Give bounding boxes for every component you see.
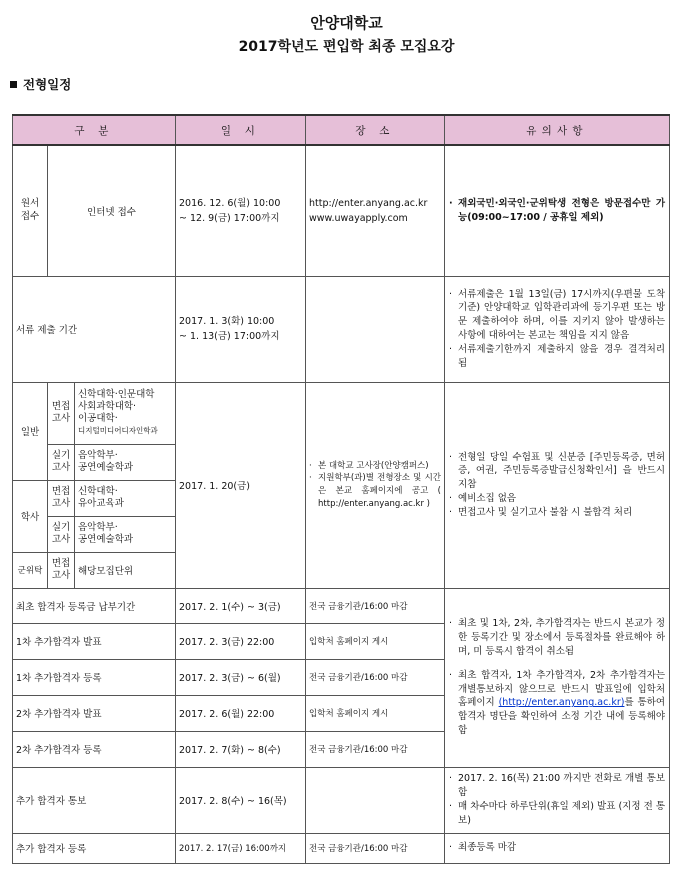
doc-title: 안양대학교 bbox=[310, 14, 383, 32]
exam-general-practical-units: 음악학부· 공연예술학과 bbox=[75, 444, 176, 480]
exam-interview-label: 면접 고사 bbox=[48, 552, 75, 588]
exam-general-label: 일반 bbox=[13, 382, 48, 480]
doc-subtitle: 2017학년도 편입학 최종 모집요강 bbox=[238, 39, 455, 55]
schedule-label: 1차 추가합격자 발표 bbox=[13, 623, 176, 659]
schedule-date: 2017. 2. 3(금) 22:00 bbox=[176, 623, 306, 659]
table-row bbox=[13, 382, 670, 444]
application-date: 2016. 12. 6(월) 10:00 ~ 12. 9(금) 17:00까지 bbox=[176, 145, 306, 276]
exam-date: 2017. 1. 20(금) bbox=[176, 382, 306, 588]
exam-location: · 본 대학교 고사장(안양캠퍼스) · 지원학부(과)별 전형장소 및 시간은 본교 홈페이지에 공고 ( http://enter.anyang.ac.kr ) bbox=[306, 382, 445, 588]
documents-label: 서류 제출 기간 bbox=[13, 276, 176, 382]
schedule-label: 2차 추가합격자 발표 bbox=[13, 695, 176, 731]
exam-transfer-practical-units: 음악학부· 공연예술학과 bbox=[75, 516, 176, 552]
exam-military-units: 해당모집단위 bbox=[75, 552, 176, 588]
table-header-row bbox=[13, 115, 670, 145]
exam-notes: · 전형일 당일 수험표 및 신분증 [주민등록증, 면허증, 여권, 주민등록증발급신청확인서] 을 반드시 지참 · 예비소집 없음 · 면접고사 및 실기고사 불참 시 불합격 처리 bbox=[445, 382, 670, 588]
notify-label: 추가 합격자 통보 bbox=[13, 767, 176, 833]
table-row bbox=[13, 276, 670, 382]
documents-location bbox=[306, 276, 445, 382]
final-notes: · 최종등록 마감 bbox=[445, 833, 670, 863]
exam-transfer-label: 학사 bbox=[13, 480, 48, 552]
schedule-label: 1차 추가합격자 등록 bbox=[13, 659, 176, 695]
notify-location bbox=[306, 767, 445, 833]
exam-practical-label: 실기 고사 bbox=[48, 444, 75, 480]
exam-interview-label: 면접 고사 bbox=[48, 382, 75, 444]
schedule-location: 전국 금융기관/16:00 마감 bbox=[306, 659, 445, 695]
table-row bbox=[13, 588, 670, 623]
documents-notes: · 서류제출은 1월 13일(금) 17시까지(우편물 도착기준) 안양대학교 입학관리과에 등기우편 또는 방문 제출하여야 하며, 이를 지키지 않아 발생하는 사항에 대하여는 본교는 책임을 지지 않음 · 서류제출기한까지 제출하지 않을 경우 결격처리 됨 bbox=[445, 276, 670, 382]
schedule-label: 2차 추가합격자 등록 bbox=[13, 731, 176, 767]
table-row bbox=[13, 145, 670, 276]
schedule-label: 최초 합격자 등록금 납부기간 bbox=[13, 588, 176, 623]
application-notes: · 재외국민·외국인·군위탁생 전형은 방문접수만 가능(09:00~17:00 / 공휴일 제외) bbox=[445, 145, 670, 276]
col-header-category: 구 분 bbox=[13, 115, 176, 145]
notify-date: 2017. 2. 8(수) ~ 16(목) bbox=[176, 767, 306, 833]
schedule-date: 2017. 2. 1(수) ~ 3(금) bbox=[176, 588, 306, 623]
exam-general-interview-units: 신학대학·인문대학 사회과학대학· 이공대학· 디지털미디어디자인학과 bbox=[75, 382, 176, 444]
table-row bbox=[13, 833, 670, 863]
schedule-date: 2017. 2. 6(월) 22:00 bbox=[176, 695, 306, 731]
final-date: 2017. 2. 17(금) 16:00까지 bbox=[176, 833, 306, 863]
application-method: 인터넷 접수 bbox=[48, 145, 176, 276]
col-header-date: 일 시 bbox=[176, 115, 306, 145]
square-bullet-icon bbox=[10, 81, 17, 88]
notify-notes: · 2017. 2. 16(목) 21:00 까지만 전화로 개별 통보함 · 매 차수마다 하루단위(휴일 제외) 발표 (지정 전 통보) bbox=[445, 767, 670, 833]
exam-transfer-interview-units: 신학대학· 유아교육과 bbox=[75, 480, 176, 516]
col-header-notes: 유의사항 bbox=[445, 115, 670, 145]
application-category: 원서 접수 bbox=[13, 145, 48, 276]
col-header-location: 장 소 bbox=[306, 115, 445, 145]
schedule-date: 2017. 2. 3(금) ~ 6(월) bbox=[176, 659, 306, 695]
final-label: 추가 합격자 등록 bbox=[13, 833, 176, 863]
section-heading: 전형일정 bbox=[10, 75, 71, 93]
exam-practical-label: 실기 고사 bbox=[48, 516, 75, 552]
application-location: http://enter.anyang.ac.kr www.uwayapply.com bbox=[306, 145, 445, 276]
exam-interview-label: 면접 고사 bbox=[48, 480, 75, 516]
schedule-date: 2017. 2. 7(화) ~ 8(수) bbox=[176, 731, 306, 767]
schedule-location: 전국 금융기관/16:00 마감 bbox=[306, 588, 445, 623]
exam-military-label: 군위탁 bbox=[13, 552, 48, 588]
schedule-location: 전국 금융기관/16:00 마감 bbox=[306, 731, 445, 767]
schedule-location: 입학처 홈페이지 게시 bbox=[306, 623, 445, 659]
table-row bbox=[13, 767, 670, 833]
homepage-link[interactable]: (http://enter.anyang.ac.kr) bbox=[498, 697, 625, 709]
schedule-location: 입학처 홈페이지 게시 bbox=[306, 695, 445, 731]
final-location: 전국 금융기관/16:00 마감 bbox=[306, 833, 445, 863]
documents-date: 2017. 1. 3(화) 10:00 ~ 1. 13(금) 17:00까지 bbox=[176, 276, 306, 382]
schedule-notes: · 최초 및 1차, 2차, 추가합격자는 반드시 본교가 정한 등록기간 및 장소에서 등록절차를 완료해야 하며, 미 등록시 합격이 취소됨 · 최초 합격자, 1차 추가합격자, 2차 추가합격자는 개별통보하지 않으므로 반드시 발표일에 입학처 홈페이지 (http://enter.anyang.ac.kr)를 통하여 합격자 명단을 확인하여 소정 기간 내에 등록해야 함 bbox=[445, 588, 670, 767]
schedule-table bbox=[12, 114, 670, 864]
